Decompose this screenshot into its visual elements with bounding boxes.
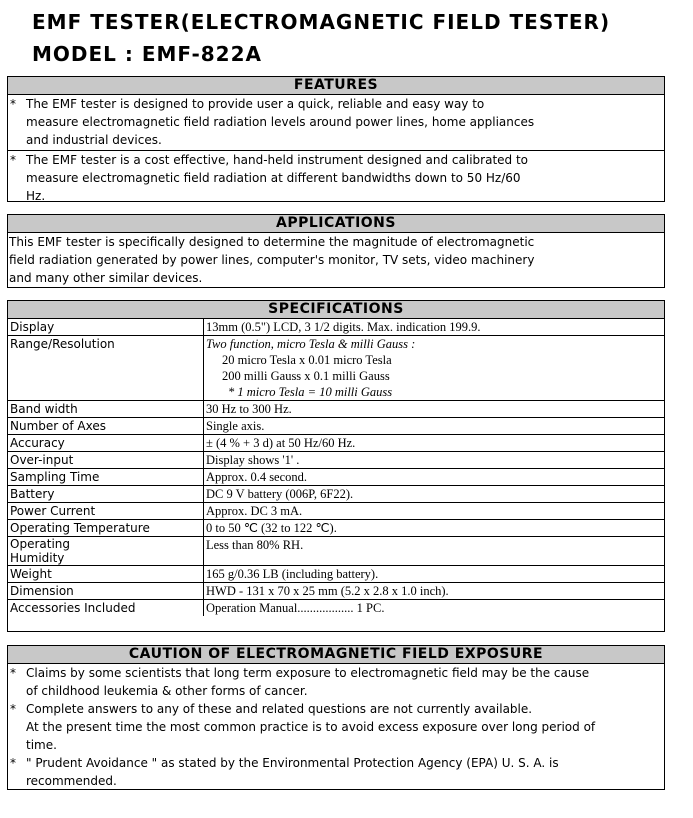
table-row	[8, 418, 664, 435]
table-row	[8, 319, 664, 336]
table-row	[8, 401, 664, 418]
bullet-marker: *	[10, 97, 16, 111]
spec-value: Single axis.	[204, 418, 665, 435]
bullet-marker: *	[10, 153, 16, 167]
applications-line: This EMF tester is specifically designed to determine the magnitude of electromagnetic	[9, 235, 535, 249]
caution-line: time.	[26, 738, 57, 752]
applications-line: field radiation generated by power lines, computer's monitor, TV sets, video machinery	[9, 253, 535, 267]
spec-value: Operation Manual.................. 1 PC.	[204, 600, 665, 617]
spec-label: Power Current	[8, 503, 204, 520]
spec-label: Band width	[8, 401, 204, 418]
spec-value: 0 to 50 ℃ (32 to 122 ℃).	[204, 520, 665, 537]
spec-value: ± (4 % + 3 d) at 50 Hz/60 Hz.	[204, 435, 665, 452]
features-header: FEATURES	[8, 77, 664, 95]
spec-label: Battery	[8, 486, 204, 503]
spec-label: Over-input	[8, 452, 204, 469]
features-item	[8, 95, 664, 150]
spec-value: DC 9 V battery (006P, 6F22).	[204, 486, 665, 503]
spec-value: HWD - 131 x 70 x 25 mm (5.2 x 2.8 x 1.0 inch).	[204, 583, 665, 600]
caution-item	[8, 700, 664, 754]
bullet-marker: *	[10, 702, 16, 716]
features-line: measure electromagnetic field radiation levels around power lines, home appliances	[26, 115, 535, 129]
document-title: EMF TESTER(ELECTROMAGNETIC FIELD TESTER)	[32, 10, 611, 34]
spec-label: Number of Axes	[8, 418, 204, 435]
specifications-header: SPECIFICATIONS	[8, 301, 664, 319]
table-row	[8, 486, 664, 503]
caution-line: of childhood leukemia & other forms of cancer.	[26, 684, 308, 698]
spec-value-range	[204, 336, 665, 401]
spec-label-line: Operating	[10, 537, 70, 551]
applications-section	[7, 214, 665, 288]
spec-value: Display shows '1' .	[204, 452, 665, 469]
spec-value: Less than 80% RH.	[204, 537, 665, 566]
spec-value: Approx. DC 3 mA.	[204, 503, 665, 520]
table-row	[8, 566, 664, 583]
specifications-table	[8, 319, 664, 616]
table-row	[8, 583, 664, 600]
caution-line: recommended.	[26, 774, 117, 788]
range-intro: Two function, micro Tesla & milli Gauss :	[206, 337, 416, 351]
bullet-marker: *	[10, 666, 16, 680]
caution-section	[7, 645, 665, 790]
spec-label-line: Humidity	[10, 551, 65, 565]
spec-value: 165 g/0.36 LB (including battery).	[204, 566, 665, 583]
caution-header: CAUTION OF ELECTROMAGNETIC FIELD EXPOSURE	[8, 646, 664, 664]
table-row	[8, 336, 664, 401]
features-line: The EMF tester is a cost effective, hand-held instrument designed and calibrated to	[26, 153, 529, 167]
range-note: * 1 micro Tesla = 10 milli Gauss	[228, 385, 393, 399]
range-line: 20 micro Tesla x 0.01 micro Tesla	[222, 353, 392, 367]
applications-header: APPLICATIONS	[8, 215, 664, 233]
applications-line: and many other similar devices.	[9, 271, 203, 285]
table-row	[8, 452, 664, 469]
spec-label: Display	[8, 319, 204, 336]
features-section	[7, 76, 665, 202]
bullet-marker: *	[10, 756, 16, 770]
table-row	[8, 520, 664, 537]
features-line: Hz.	[26, 189, 46, 203]
range-line: 200 milli Gauss x 0.1 milli Gauss	[222, 369, 390, 383]
specifications-section	[7, 300, 665, 632]
spec-label: Accuracy	[8, 435, 204, 452]
caution-line: At the present time the most common practice is to avoid excess exposure over long period of	[26, 720, 596, 734]
spec-label-humidity	[8, 537, 204, 566]
table-row	[8, 600, 664, 617]
spec-value: 13mm (0.5") LCD, 3 1/2 digits. Max. indication 199.9.	[206, 320, 481, 334]
spec-label: Range/Resolution	[8, 336, 204, 401]
table-row	[8, 435, 664, 452]
table-row	[8, 469, 664, 486]
table-row	[8, 537, 664, 566]
caution-item	[8, 754, 664, 790]
spec-value: Approx. 0.4 second.	[204, 469, 665, 486]
spec-label: Operating Temperature	[8, 520, 204, 537]
spec-label: Sampling Time	[8, 469, 204, 486]
table-row	[8, 503, 664, 520]
caution-item	[8, 664, 664, 700]
caution-line: Complete answers to any of these and related questions are not currently available.	[26, 702, 533, 716]
caution-line: " Prudent Avoidance " as stated by the Environmental Protection Agency (EPA) U. S. A. is	[26, 756, 559, 770]
spec-value: 30 Hz to 300 Hz.	[204, 401, 665, 418]
features-line: and industrial devices.	[26, 133, 162, 147]
model-title: MODEL : EMF-822A	[32, 42, 262, 66]
features-item	[8, 150, 664, 206]
spec-label: Dimension	[8, 583, 204, 600]
caution-line: Claims by some scientists that long term exposure to electromagnetic field may be the cause	[26, 666, 590, 680]
spec-label: Weight	[8, 566, 204, 583]
spec-label: Accessories Included	[8, 600, 204, 617]
features-line: The EMF tester is designed to provide user a quick, reliable and easy way to	[26, 97, 485, 111]
features-line: measure electromagnetic field radiation at different bandwidths down to 50 Hz/60	[26, 171, 521, 185]
